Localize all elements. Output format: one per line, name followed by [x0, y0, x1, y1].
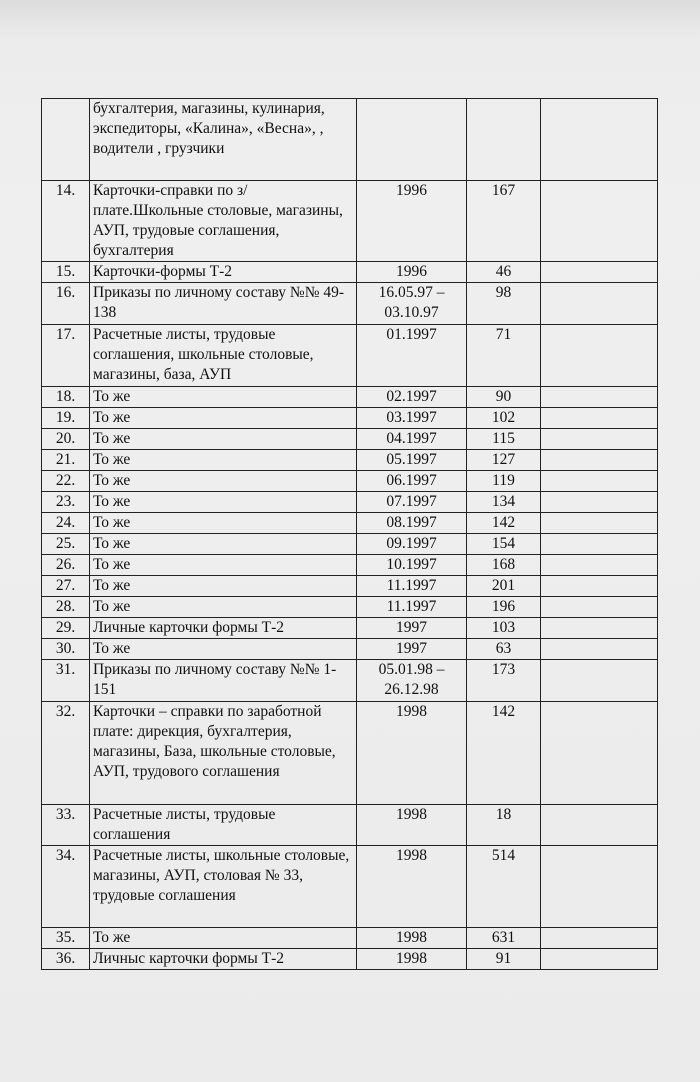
row-number: 34.: [42, 846, 90, 928]
row-number: 29.: [42, 618, 90, 639]
row-date: 1997: [357, 618, 467, 639]
row-note: [541, 471, 658, 492]
row-sheet-count: 142: [467, 702, 541, 805]
row-sheet-count: 154: [467, 534, 541, 555]
row-title: То же: [90, 928, 357, 949]
table-row: [42, 702, 658, 805]
row-number: 22.: [42, 471, 90, 492]
row-sheet-count: 102: [467, 408, 541, 429]
row-note: [541, 618, 658, 639]
row-date: 04.1997: [357, 429, 467, 450]
row-title: То же: [90, 555, 357, 576]
row-date: 06.1997: [357, 471, 467, 492]
table-row: [42, 429, 658, 450]
row-number: 16.: [42, 283, 90, 325]
table-row: [42, 534, 658, 555]
row-title: То же: [90, 387, 357, 408]
row-date: 1998: [357, 949, 467, 970]
row-number: 30.: [42, 639, 90, 660]
row-title: Личныс карточки формы Т-2: [90, 949, 357, 970]
row-title: Приказы по личному составу №№ 1-151: [90, 660, 357, 702]
row-sheet-count: 127: [467, 450, 541, 471]
row-date: 1998: [357, 846, 467, 928]
row-title: Расчетные листы, трудовые соглашения: [90, 805, 357, 846]
row-date: 11.1997: [357, 597, 467, 618]
table-row: [42, 450, 658, 471]
table-row: [42, 949, 658, 970]
row-sheet-count: 71: [467, 325, 541, 387]
table-row: [42, 181, 658, 262]
table-row: [42, 660, 658, 702]
table-row: [42, 555, 658, 576]
row-note: [541, 283, 658, 325]
row-sheet-count: 91: [467, 949, 541, 970]
row-number: 14.: [42, 181, 90, 262]
row-title: Расчетные листы, школьные столовые, магазины, АУП, столовая № 33, трудовые соглашения: [90, 846, 357, 928]
table-row: [42, 513, 658, 534]
row-number: 33.: [42, 805, 90, 846]
row-sheet-count: 201: [467, 576, 541, 597]
row-note: [541, 492, 658, 513]
row-title: То же: [90, 471, 357, 492]
row-note: [541, 534, 658, 555]
row-note: [541, 262, 658, 283]
row-number: 19.: [42, 408, 90, 429]
row-date: 03.1997: [357, 408, 467, 429]
table-row: [42, 471, 658, 492]
row-title: То же: [90, 408, 357, 429]
row-note: [541, 639, 658, 660]
row-number: 20.: [42, 429, 90, 450]
row-sheet-count: 167: [467, 181, 541, 262]
row-note: [541, 450, 658, 471]
row-date: 1998: [357, 702, 467, 805]
table-row: [42, 928, 658, 949]
row-number: 28.: [42, 597, 90, 618]
row-note: [541, 949, 658, 970]
row-sheet-count: 134: [467, 492, 541, 513]
row-note: [541, 576, 658, 597]
row-sheet-count: 168: [467, 555, 541, 576]
row-number: 24.: [42, 513, 90, 534]
row-sheet-count: 142: [467, 513, 541, 534]
row-title: То же: [90, 597, 357, 618]
row-note: [541, 513, 658, 534]
row-date: 02.1997: [357, 387, 467, 408]
row-number: 36.: [42, 949, 90, 970]
row-number: [42, 99, 90, 181]
row-note: [541, 805, 658, 846]
row-number: 31.: [42, 660, 90, 702]
row-number: 18.: [42, 387, 90, 408]
row-title: То же: [90, 429, 357, 450]
row-number: 26.: [42, 555, 90, 576]
row-note: [541, 408, 658, 429]
row-sheet-count: 115: [467, 429, 541, 450]
table-row: [42, 387, 658, 408]
row-date: 11.1997: [357, 576, 467, 597]
row-sheet-count: [467, 99, 541, 181]
row-title: Приказы по личному составу №№ 49-138: [90, 283, 357, 325]
row-number: 27.: [42, 576, 90, 597]
row-sheet-count: 173: [467, 660, 541, 702]
row-date: 1996: [357, 181, 467, 262]
row-number: 17.: [42, 325, 90, 387]
row-title: То же: [90, 639, 357, 660]
row-date: 1998: [357, 805, 467, 846]
row-title: Карточки – справки по заработной плате: дирекция, бухгалтерия, магазины, База, школьные столовые, АУП, трудового соглашения: [90, 702, 357, 805]
row-title: Расчетные листы, трудовые соглашения, школьные столовые, магазины, база, АУП: [90, 325, 357, 387]
row-note: [541, 555, 658, 576]
row-title: То же: [90, 513, 357, 534]
row-note: [541, 325, 658, 387]
table-row: [42, 325, 658, 387]
row-number: 35.: [42, 928, 90, 949]
table-row: [42, 408, 658, 429]
row-note: [541, 387, 658, 408]
records-table: [41, 98, 658, 970]
row-date: 10.1997: [357, 555, 467, 576]
row-sheet-count: 119: [467, 471, 541, 492]
row-note: [541, 928, 658, 949]
row-sheet-count: 196: [467, 597, 541, 618]
table-row: [42, 262, 658, 283]
row-title: То же: [90, 492, 357, 513]
row-title: То же: [90, 534, 357, 555]
row-number: 21.: [42, 450, 90, 471]
row-sheet-count: 103: [467, 618, 541, 639]
row-note: [541, 660, 658, 702]
row-date: 09.1997: [357, 534, 467, 555]
row-number: 32.: [42, 702, 90, 805]
row-title: То же: [90, 450, 357, 471]
row-title: То же: [90, 576, 357, 597]
row-sheet-count: 63: [467, 639, 541, 660]
row-title: Карточки-формы Т-2: [90, 262, 357, 283]
row-note: [541, 429, 658, 450]
table-row: [42, 99, 658, 181]
row-note: [541, 181, 658, 262]
row-sheet-count: 98: [467, 283, 541, 325]
row-sheet-count: 631: [467, 928, 541, 949]
row-date: 1996: [357, 262, 467, 283]
table-row: [42, 576, 658, 597]
row-date: 1997: [357, 639, 467, 660]
table-row: [42, 597, 658, 618]
row-note: [541, 597, 658, 618]
row-title: бухгалтерия, магазины, кулинария, экспедиторы, «Калина», «Весна», , водители , грузчики: [90, 99, 357, 181]
row-note: [541, 702, 658, 805]
table-row: [42, 805, 658, 846]
row-note: [541, 99, 658, 181]
row-number: 25.: [42, 534, 90, 555]
row-date: 05.01.98 – 26.12.98: [357, 660, 467, 702]
row-number: 23.: [42, 492, 90, 513]
row-sheet-count: 18: [467, 805, 541, 846]
table-row: [42, 492, 658, 513]
records-table-body: [42, 99, 658, 970]
row-date: 05.1997: [357, 450, 467, 471]
table-row: [42, 283, 658, 325]
table-row: [42, 639, 658, 660]
row-sheet-count: 46: [467, 262, 541, 283]
table-row: [42, 846, 658, 928]
row-sheet-count: 90: [467, 387, 541, 408]
row-title: Карточки-справки по з/плате.Школьные столовые, магазины, АУП, трудовые соглашения, бухгалтерия: [90, 181, 357, 262]
row-note: [541, 846, 658, 928]
row-title: Личные карточки формы Т-2: [90, 618, 357, 639]
row-date: 01.1997: [357, 325, 467, 387]
row-date: 16.05.97 – 03.10.97: [357, 283, 467, 325]
row-date: 1998: [357, 928, 467, 949]
row-sheet-count: 514: [467, 846, 541, 928]
row-date: [357, 99, 467, 181]
table-row: [42, 618, 658, 639]
row-number: 15.: [42, 262, 90, 283]
row-date: 08.1997: [357, 513, 467, 534]
row-date: 07.1997: [357, 492, 467, 513]
